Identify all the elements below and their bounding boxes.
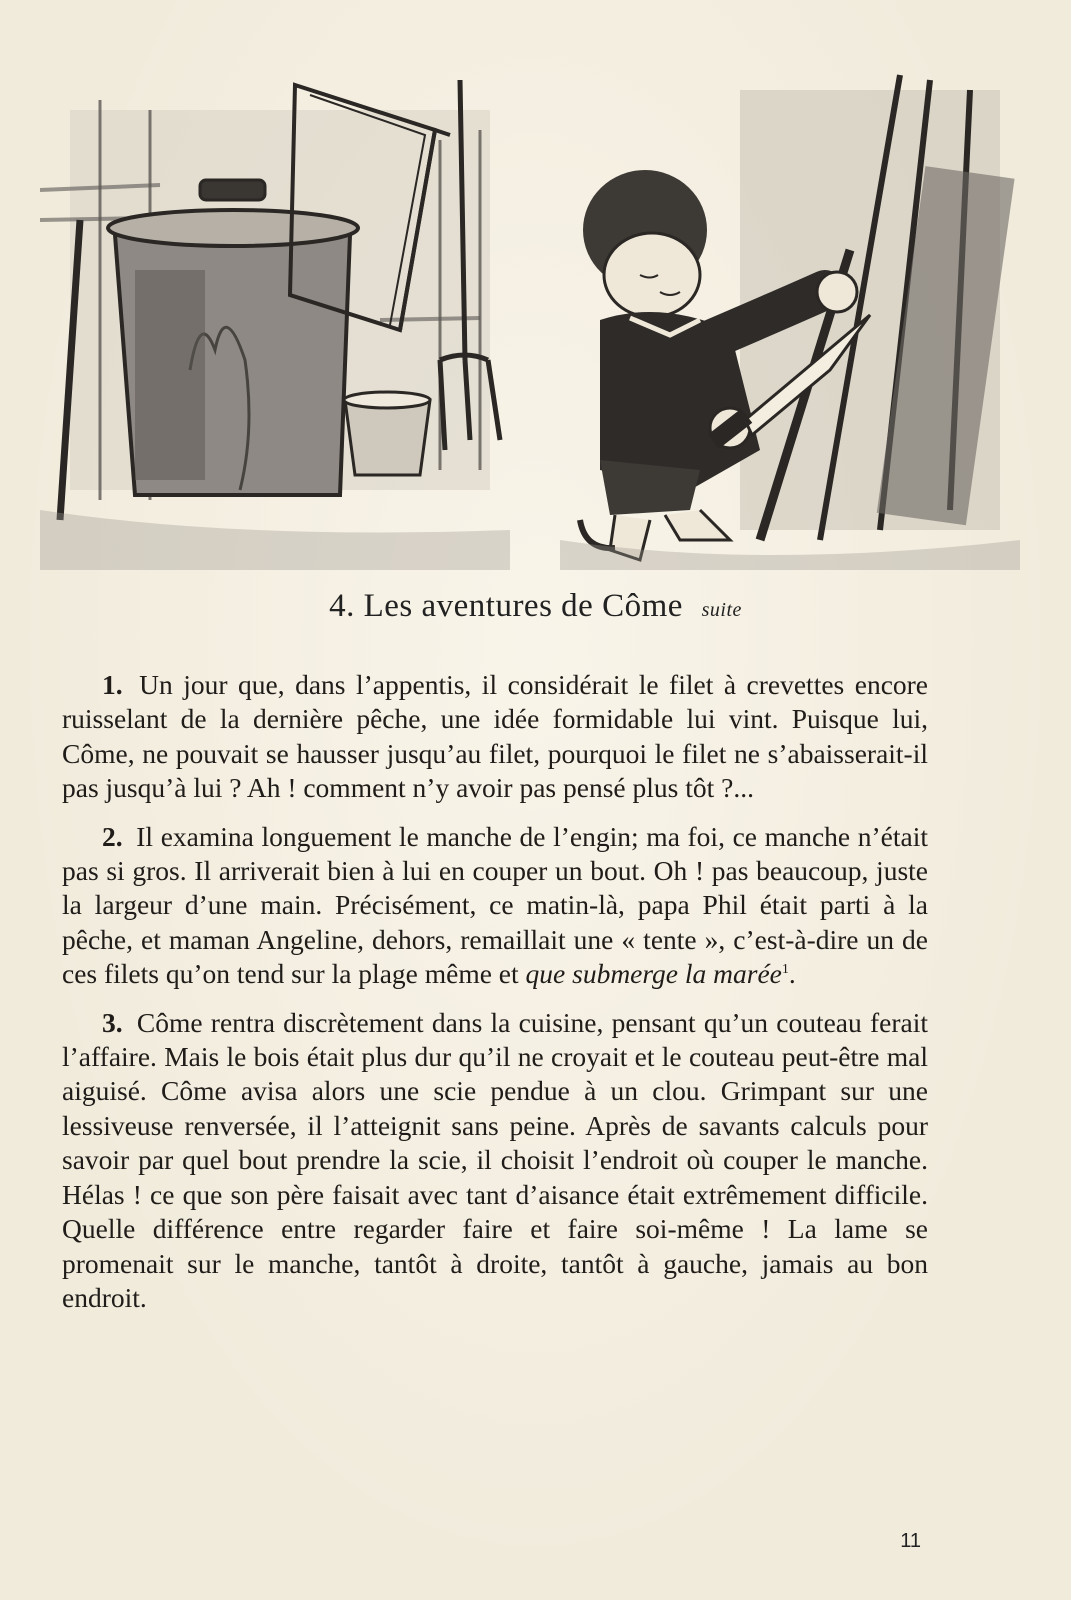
shed-right-scene: [560, 75, 1020, 570]
footnote-marker: 1: [781, 962, 789, 978]
illustration-boy-in-shed: [40, 70, 1030, 570]
body-text: [62, 668, 928, 1329]
chapter-suffix: suite: [701, 599, 742, 621]
paragraph-text: Côme rentra discrètement dans la cuisine, pensant qu’un couteau ferait l’affaire. Mais le bois était plus dur qu’il ne croyait et le couteau peut-être mal aiguisé. Côme avisa alors une scie pendue à un clou. Grimpant sur une lessiveuse renversée, il l’atteignit sans peine. Après de savants calculs pour savoir par quel bout prendre la scie, il choisit l’endroit où couper le manche. Hélas ! ce que son père faisait avec tant d’aisance était extrêmement difficile. Quelle différence entre regarder faire et faire soi-même ! La lame se promenait sur le manche, tantôt à droite, tantôt à gauche, jamais au bon endroit.: [62, 1006, 928, 1313]
shed-left-scene: [40, 80, 510, 570]
paragraph-2: [62, 820, 928, 992]
paragraph-3: [62, 1006, 928, 1316]
chapter-title: [0, 588, 1071, 625]
paragraph-number: 2.: [102, 820, 123, 852]
paragraph-number: 1.: [102, 669, 123, 700]
illustration-drawing: [40, 70, 1030, 570]
paragraph-end: .: [788, 958, 796, 990]
paragraph-number: 3.: [102, 1006, 123, 1038]
page-number: 11: [900, 1530, 921, 1552]
paragraph-1: [62, 668, 928, 806]
paragraph-text: Un jour que, dans l’appentis, il considérait le filet à crevettes encore ruisselant de la dernière pêche, une idée formidable lui vint. Puisque lui, Côme, ne pouvait se hausser jusqu’au filet, pourquoi le filet ne s’abaisserait-il pas jusqu’à lui ? Ah ! comment n’y avoir pas pensé plus tôt ?...: [62, 669, 929, 804]
paragraph-text: Il examina longuement le manche de l’engin; ma foi, ce manche n’était pas si gros. Il arriverait bien à lui en couper un bout. Oh ! pas beaucoup, juste la largeur d’une main. Précisément, ce matin-là, papa Phil était parti à la pêche, et maman Angeline, dehors, remaillait une « tente », c’est-à-dire un de ces filets qu’on tend sur la plage même et: [62, 820, 929, 990]
paragraph-italic-text: que submerge la marée: [525, 958, 782, 990]
chapter-title-text: Les aventures de Côme: [363, 588, 683, 624]
chapter-number: 4.: [329, 588, 355, 624]
bucket: [344, 392, 430, 475]
large-pot: [108, 180, 358, 495]
